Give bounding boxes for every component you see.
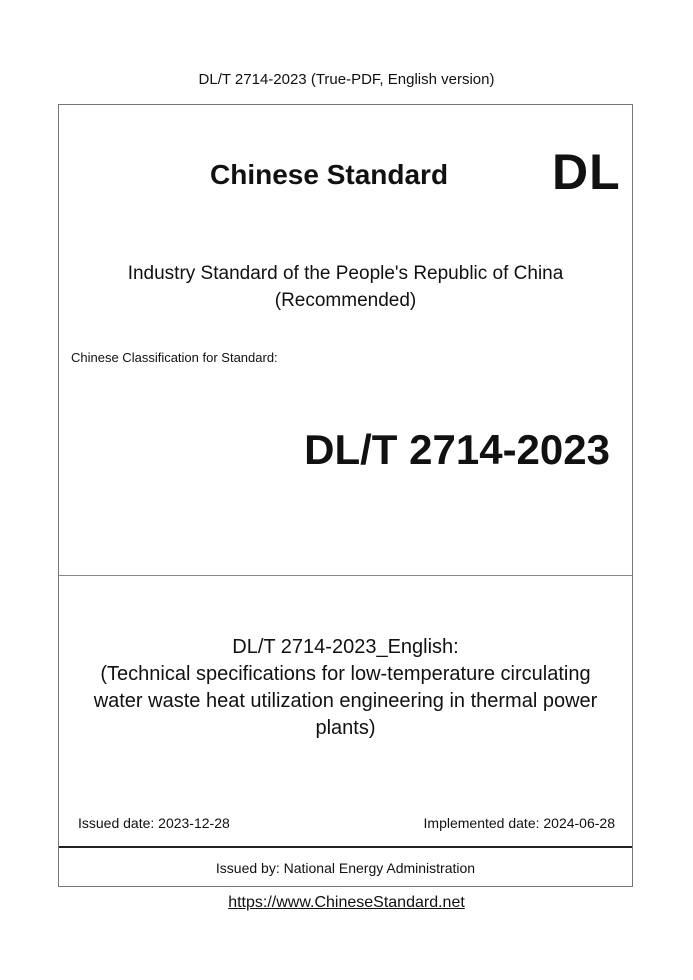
classification-label: Chinese Classification for Standard: xyxy=(71,350,278,365)
website-link[interactable]: https://www.ChineseStandard.net xyxy=(228,894,465,911)
industry-line-2: (Recommended) xyxy=(274,290,417,311)
english-title-line: DL/T 2714-2023_English: xyxy=(232,636,459,658)
english-title-line: (Technical specifications for low-temperature circulating xyxy=(100,663,591,685)
issuer-divider xyxy=(59,846,632,848)
implemented-date: Implemented date: 2024-06-28 xyxy=(423,815,615,831)
english-title xyxy=(59,634,632,742)
cover-title: Chinese Standard xyxy=(210,159,449,190)
english-title-line: plants) xyxy=(315,717,376,739)
standard-code: DL xyxy=(552,144,621,200)
issued-date: Issued date: 2023-12-28 xyxy=(78,815,230,831)
industry-line-1: Industry Standard of the People's Republic of China xyxy=(127,263,564,284)
issued-by: Issued by: National Energy Administration xyxy=(215,860,476,876)
industry-standard-text xyxy=(59,260,632,314)
cover-frame xyxy=(58,104,633,887)
standard-number: DL/T 2714-2023 xyxy=(304,426,610,473)
english-title-line: water waste heat utilization engineering in thermal power xyxy=(93,690,598,712)
section-divider xyxy=(59,575,632,576)
document-header: DL/T 2714-2023 (True-PDF, English version) xyxy=(198,71,495,88)
